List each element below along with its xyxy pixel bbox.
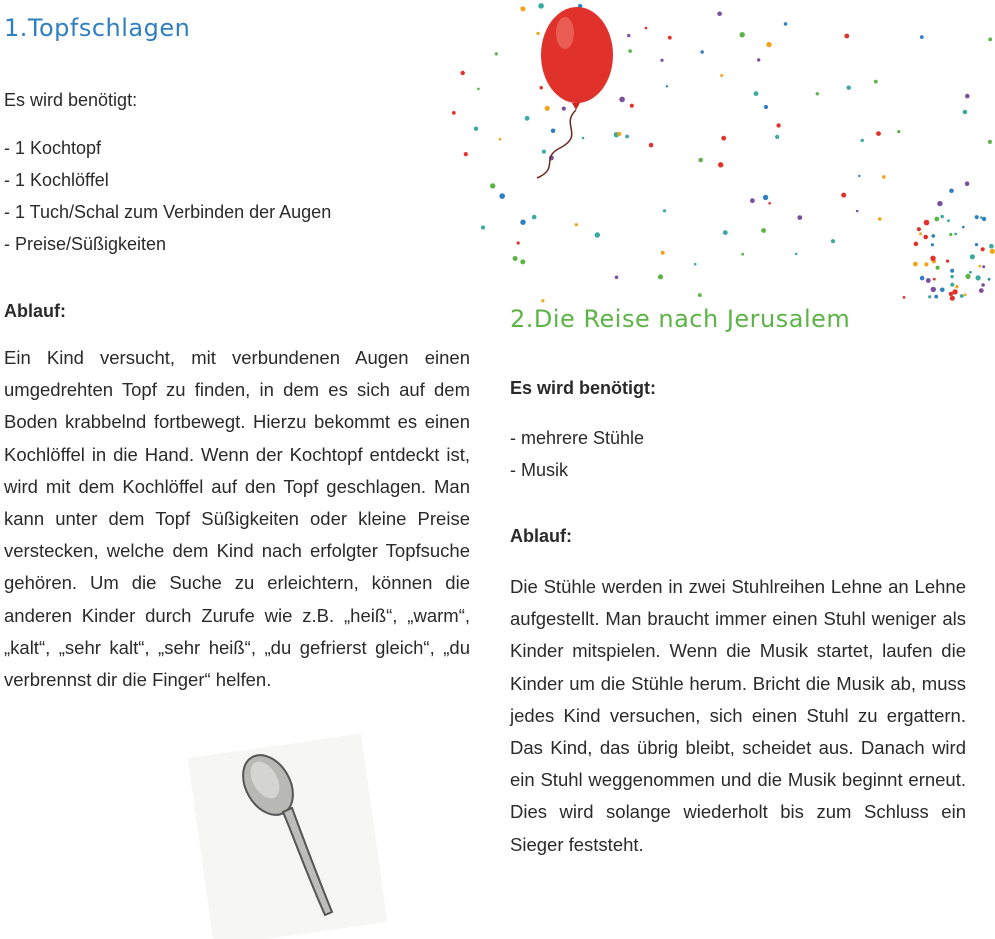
confetti-dot bbox=[931, 287, 936, 292]
confetti-dot bbox=[764, 105, 768, 109]
list-item: - mehrere Stühle bbox=[510, 428, 645, 448]
section1-needed-label: Es wird benötigt: bbox=[4, 90, 138, 110]
confetti-dot bbox=[520, 6, 525, 11]
list-item: - 1 Kochlöffel bbox=[4, 170, 109, 190]
confetti-dot bbox=[536, 32, 539, 35]
confetti-dot bbox=[668, 36, 672, 40]
section2-materials-list bbox=[510, 422, 644, 486]
section2-title: 2.Die Reise nach Jerusalem bbox=[510, 305, 851, 333]
confetti-dot bbox=[538, 3, 544, 9]
confetti-dot bbox=[858, 175, 860, 177]
confetti-dot bbox=[941, 215, 944, 218]
confetti-dot bbox=[913, 262, 918, 267]
confetti-dot bbox=[723, 230, 728, 235]
confetti-dot bbox=[666, 85, 668, 87]
confetti-dot bbox=[754, 91, 759, 96]
confetti-dot bbox=[934, 295, 938, 299]
confetti-dot bbox=[917, 227, 921, 231]
confetti-dot bbox=[499, 138, 502, 141]
confetti-dot bbox=[721, 136, 726, 141]
confetti-dot bbox=[615, 276, 619, 280]
confetti-dot bbox=[525, 116, 530, 121]
confetti-dot bbox=[981, 283, 985, 287]
confetti-dot bbox=[947, 219, 950, 222]
confetti-dot bbox=[970, 254, 975, 259]
confetti-dot bbox=[540, 86, 543, 89]
list-item: - Preise/Süßigkeiten bbox=[4, 234, 167, 254]
confetti-dot bbox=[816, 92, 819, 95]
confetti-dot bbox=[766, 42, 771, 47]
confetti-dot bbox=[952, 289, 957, 294]
confetti-dot bbox=[661, 251, 665, 255]
confetti-dot bbox=[575, 223, 578, 226]
confetti-dot bbox=[499, 193, 505, 199]
confetti-dot bbox=[545, 106, 550, 111]
section2-procedure-label: Ablauf: bbox=[510, 526, 572, 546]
confetti-dot bbox=[923, 235, 928, 240]
confetti-dot bbox=[542, 150, 546, 154]
section1-procedure-label: Ablauf: bbox=[4, 301, 66, 321]
confetti-dot bbox=[949, 292, 953, 296]
confetti-dot bbox=[701, 50, 704, 53]
confetti-dot bbox=[914, 242, 919, 247]
confetti-dot bbox=[627, 34, 630, 37]
confetti-dot bbox=[750, 198, 755, 203]
confetti-dot bbox=[937, 201, 942, 206]
confetti-dot bbox=[562, 107, 566, 111]
confetti-dot bbox=[969, 271, 972, 274]
confetti-dot bbox=[474, 127, 478, 131]
confetti-dot bbox=[658, 274, 663, 279]
confetti-dot bbox=[960, 294, 964, 298]
confetti-dot bbox=[979, 265, 982, 268]
confetti-dot bbox=[698, 158, 703, 163]
confetti-dot bbox=[464, 152, 468, 156]
confetti-dot bbox=[784, 22, 788, 26]
confetti-dot bbox=[481, 225, 485, 229]
confetti-dot bbox=[619, 97, 625, 103]
confetti-dot bbox=[955, 285, 958, 288]
confetti-dot bbox=[964, 293, 967, 296]
confetti-dot bbox=[741, 253, 744, 256]
confetti-dot bbox=[595, 232, 600, 237]
confetti-dot bbox=[934, 217, 939, 222]
confetti-dot bbox=[452, 111, 456, 115]
section1-title: 1.Topfschlagen bbox=[4, 14, 191, 42]
confetti-dot bbox=[461, 71, 465, 75]
confetti-dot bbox=[490, 183, 495, 188]
confetti-dot bbox=[625, 135, 629, 139]
confetti-dot bbox=[876, 131, 881, 136]
confetti-dot bbox=[990, 249, 995, 254]
confetti-dot bbox=[797, 215, 802, 220]
confetti-dot bbox=[757, 58, 760, 61]
confetti-dot bbox=[924, 262, 928, 266]
confetti-dot bbox=[949, 189, 954, 194]
confetti-dot bbox=[975, 215, 979, 219]
section1-procedure-text: Ein Kind versucht, mit verbundenen Augen einen umgedrehten Topf zu finden, in dem es sich auf dem Boden krabbelnd fortbewegt. Hierzu bekommt es einen Kochlöffel in die Hand. Wenn der Kochtopf entdeckt ist, wird mit dem Kochlöffel auf den Topf geschlagen. Man kann unter dem Topf Süßigkeiten oder kleine Preise verstecken, welche dem Kind nach erfolgter Topfsuche gehören. Um die Suche zu erleichtern, können die anderen Kinder durch Zurufe wie z.B. „heiß“, „warm“, „kalt“, „sehr kalt“, „sehr heiß“, „du gefrierst gleich“, „du verbrennst dir die Finger“ helfen. bbox=[4, 347, 470, 691]
confetti-dot bbox=[718, 162, 723, 167]
confetti-dot bbox=[965, 181, 970, 186]
confetti-dot bbox=[882, 175, 886, 179]
confetti-dot bbox=[698, 293, 702, 297]
confetti-dot bbox=[847, 86, 851, 90]
confetti-dot bbox=[582, 137, 585, 140]
confetti-dot bbox=[495, 52, 498, 55]
confetti-dot bbox=[717, 12, 722, 17]
confetti-dot bbox=[950, 296, 955, 301]
section2-procedure-text: Die Stühle werden in zwei Stuhlreihen Lehne an Lehne aufgestellt. Man braucht immer einen Stuhl weniger als Kinder mitspielen. Wenn die Musik startet, laufen die Kinder um die Stühle herum. Bricht die Musik ab, muss jedes Kind versuchen, sich einen Stuhl zu ergattern. Das Kind, das übrig bleibt, scheidet aus. Danach wird ein Stuhl weggenommen und die Musik beginnt erneut. Dies wird solange wiederholt bis zum Schluss ein Sieger feststeht. bbox=[510, 576, 966, 855]
confetti-dot bbox=[520, 259, 525, 264]
section2-needed-label: Es wird benötigt: bbox=[510, 378, 656, 398]
confetti-dot bbox=[831, 239, 835, 243]
confetti-dot bbox=[920, 35, 924, 39]
confetti-dot bbox=[617, 132, 621, 136]
confetti-dot bbox=[551, 129, 556, 134]
confetti-dot bbox=[919, 232, 922, 235]
balloon-illustration bbox=[537, 7, 613, 178]
confetti-dot bbox=[963, 110, 968, 115]
confetti-dot bbox=[950, 269, 954, 273]
confetti-dot bbox=[950, 275, 953, 278]
confetti-dot bbox=[513, 256, 518, 261]
confetti-dot bbox=[874, 80, 878, 84]
confetti-dot bbox=[761, 228, 766, 233]
confetti-dot bbox=[903, 296, 906, 299]
confetti-dot bbox=[628, 49, 632, 53]
confetti-dot bbox=[630, 104, 634, 108]
confetti-dot bbox=[975, 243, 978, 246]
list-item: - Musik bbox=[510, 460, 568, 480]
confetti-dot bbox=[924, 220, 930, 226]
confetti-dot bbox=[720, 74, 723, 77]
confetti-dot bbox=[976, 275, 981, 280]
confetti-dot bbox=[932, 234, 936, 238]
confetti-dot bbox=[979, 288, 984, 293]
confetti-dot bbox=[965, 274, 970, 279]
confetti-dot bbox=[541, 299, 544, 302]
confetti-dot bbox=[926, 278, 931, 283]
confetti-dot bbox=[795, 253, 798, 256]
confetti-dot bbox=[928, 295, 931, 298]
confetti-dot bbox=[962, 226, 965, 229]
confetti-dot bbox=[844, 34, 849, 39]
confetti-dot bbox=[477, 88, 480, 91]
confetti-dot bbox=[965, 94, 970, 99]
confetti-dot bbox=[663, 209, 666, 212]
confetti-dot bbox=[740, 32, 745, 37]
confetti-dot bbox=[989, 244, 994, 249]
confetti-dot bbox=[933, 278, 936, 281]
confetti-dot bbox=[936, 266, 940, 270]
section1-materials-list bbox=[4, 132, 331, 260]
confetti-dot bbox=[660, 59, 663, 62]
confetti-dot bbox=[878, 217, 882, 221]
confetti-dot bbox=[776, 123, 780, 127]
confetti-dot bbox=[517, 241, 520, 244]
confetti-dot bbox=[897, 130, 900, 133]
confetti-dot bbox=[775, 135, 779, 139]
confetti-dot bbox=[950, 283, 954, 287]
confetti-dot bbox=[649, 143, 654, 148]
confetti-dot bbox=[940, 288, 945, 293]
confetti-dot bbox=[988, 278, 991, 281]
confetti-dot bbox=[988, 38, 992, 42]
confetti-dot bbox=[856, 210, 859, 213]
confetti-dot bbox=[949, 233, 952, 236]
confetti-dot bbox=[841, 193, 846, 198]
spoon-illustration bbox=[188, 734, 388, 939]
confetti-dot bbox=[980, 216, 983, 219]
confetti-dot bbox=[694, 263, 697, 266]
confetti-dot bbox=[645, 27, 648, 30]
confetti-dot bbox=[532, 215, 537, 220]
confetti-dot bbox=[920, 276, 925, 281]
confetti-illustration bbox=[452, 3, 995, 302]
confetti-dot bbox=[988, 140, 992, 144]
confetti-dot bbox=[954, 233, 957, 236]
confetti-dot bbox=[946, 260, 949, 263]
confetti-dot bbox=[981, 247, 985, 251]
list-item: - 1 Kochtopf bbox=[4, 138, 102, 158]
confetti-dot bbox=[520, 220, 525, 225]
confetti-dot bbox=[768, 202, 771, 205]
confetti-dot bbox=[763, 195, 768, 200]
confetti-dot bbox=[861, 139, 864, 142]
confetti-dot bbox=[982, 265, 985, 268]
confetti-dot bbox=[930, 256, 935, 261]
confetti-dot bbox=[931, 243, 934, 246]
list-item: - 1 Tuch/Schal zum Verbinden der Augen bbox=[4, 202, 332, 222]
